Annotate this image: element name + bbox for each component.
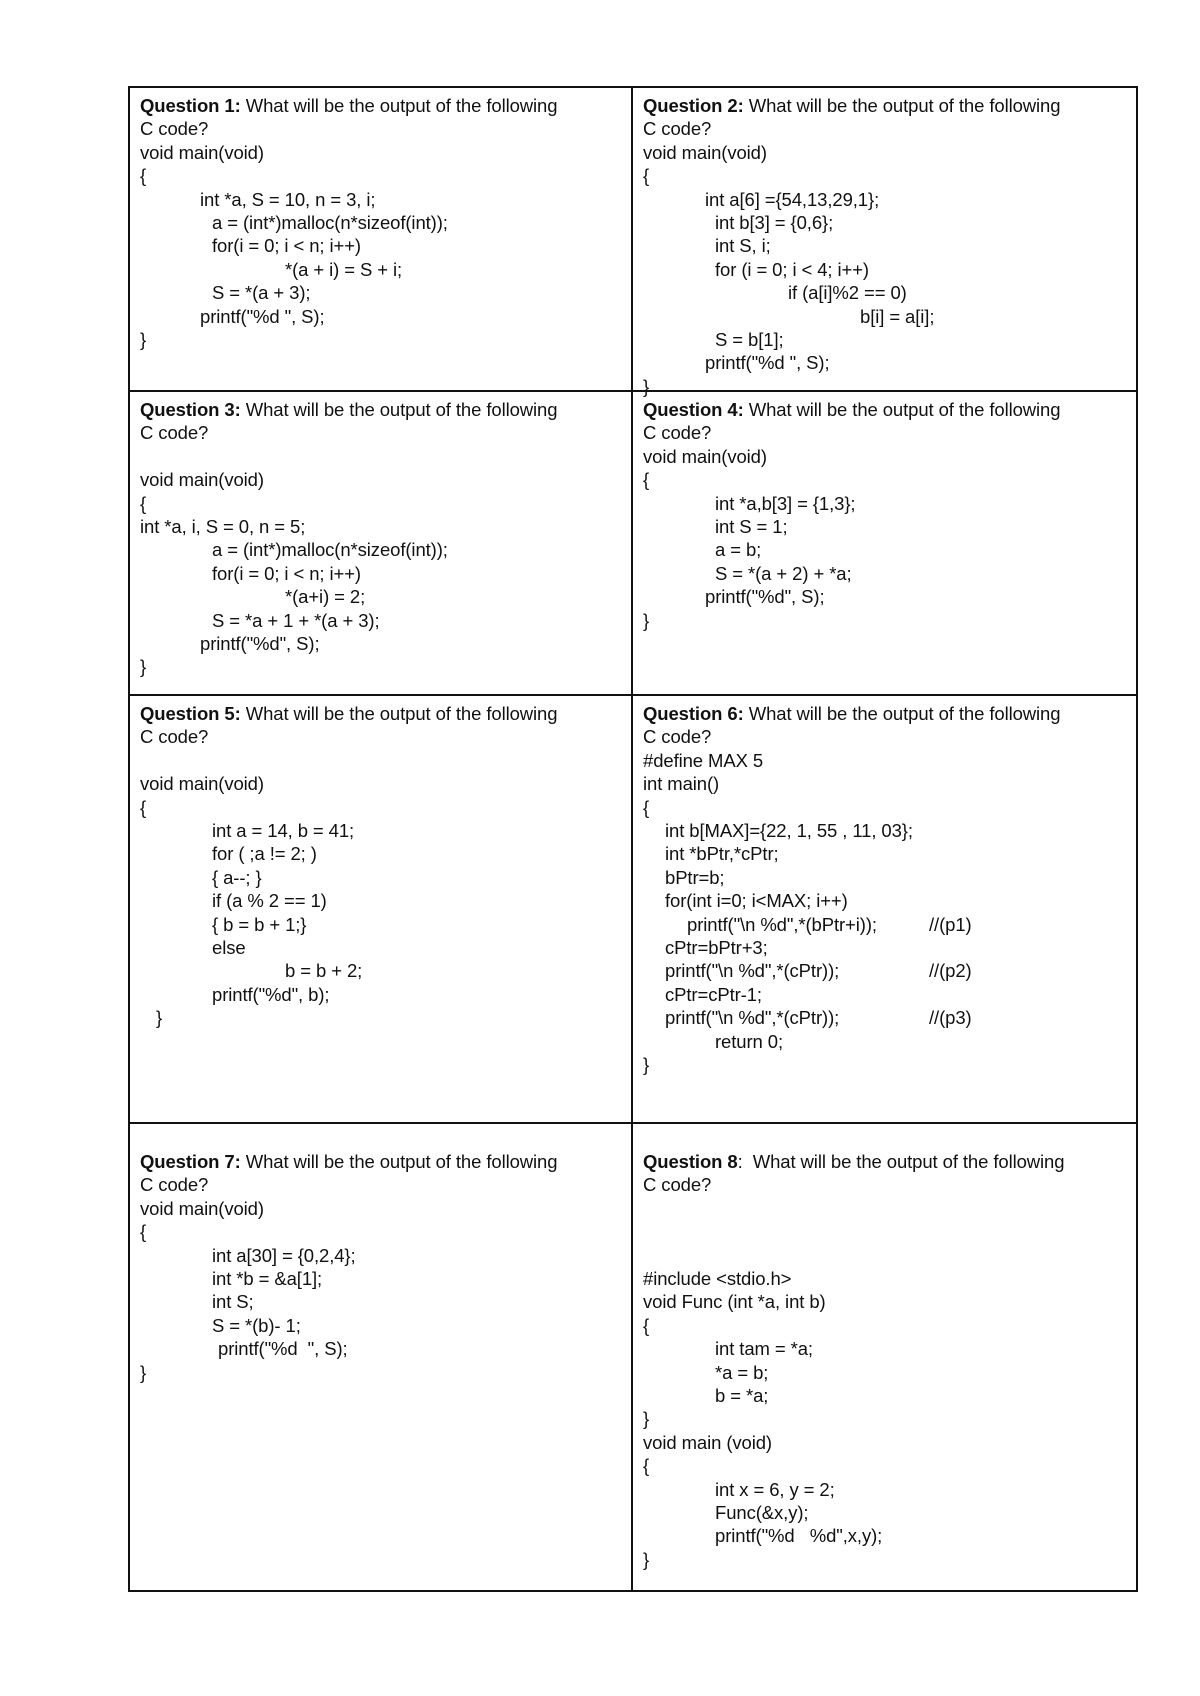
code-line: int *b = &a[1];	[212, 1268, 323, 1289]
code-line: {	[140, 492, 147, 514]
code-comment: //(p1)	[929, 913, 972, 935]
code-line: printf("%d %d",x,y);	[715, 1525, 883, 1547]
code-comment: //(p3)	[929, 1007, 972, 1029]
question-prompt-continued: C code?	[643, 118, 712, 140]
code-line: }	[643, 1548, 650, 1570]
code-line: int *a, i, S = 0, n = 5;	[140, 516, 306, 537]
question-label: Question 7:	[140, 1151, 241, 1172]
code-line: void Func (int *a, int b)	[643, 1291, 826, 1313]
question-prompt: What will be the output of the following	[743, 703, 1061, 724]
question-header-line	[140, 702, 557, 725]
code-line: {	[140, 165, 147, 187]
code-line: a = b;	[715, 539, 762, 561]
question-prompt-continued: C code?	[140, 118, 209, 140]
code-line: if (a[i]%2 == 0)	[788, 282, 907, 304]
code-line: int x = 6, y = 2;	[715, 1478, 835, 1500]
code-line: for ( ;a != 2; )	[212, 843, 317, 865]
code-line: int b[MAX]={22, 1, 55 , 11, 03};	[665, 820, 913, 841]
code-line: int a[6] ={54,13,29,1};	[705, 188, 880, 210]
question-cell-6	[632, 695, 1137, 1123]
question-label: Question 4:	[643, 399, 744, 420]
code-line: for(int i=0; i<MAX; i++)	[665, 890, 848, 912]
code-line: printf("%d ", S);	[218, 1338, 348, 1360]
question-prompt-continued: C code?	[140, 726, 209, 748]
code-line: S = *(b)- 1;	[212, 1314, 301, 1336]
question-label: Question 2:	[643, 95, 744, 116]
code-line: printf("\n %d",*(cPtr));	[665, 960, 840, 982]
question-label: Question 3:	[140, 399, 241, 420]
code-line: *(a+i) = 2;	[285, 586, 366, 608]
code-line: int *a, S = 10, n = 3, i;	[200, 188, 376, 210]
question-label: Question 6:	[643, 703, 744, 724]
question-cell-2	[632, 87, 1137, 397]
code-line: void main(void)	[140, 1197, 264, 1219]
question-header-line	[140, 1150, 557, 1173]
code-line: S = *(a + 2) + *a;	[715, 562, 852, 584]
code-line: }	[156, 1007, 163, 1029]
question-prompt: What will be the output of the following	[743, 95, 1061, 116]
code-line: printf("\n %d",*(cPtr));	[665, 1007, 840, 1029]
code-line: *a = b;	[715, 1361, 769, 1383]
code-line: return 0;	[715, 1030, 783, 1052]
code-line: {	[643, 165, 650, 187]
question-cell-3	[129, 391, 632, 695]
question-label: Question 5:	[140, 703, 241, 724]
code-line: int tam = *a;	[715, 1338, 813, 1360]
code-line: int S = 1;	[715, 516, 788, 537]
code-line: int *bPtr,*cPtr;	[665, 843, 779, 865]
code-line: a = (int*)malloc(n*sizeof(int));	[212, 212, 448, 233]
code-line: }	[643, 609, 650, 631]
code-line: a = (int*)malloc(n*sizeof(int));	[212, 539, 448, 561]
code-line: {	[140, 1221, 147, 1243]
question-label: Question 1:	[140, 95, 241, 116]
questions-table	[128, 86, 1138, 1592]
question-header-line	[643, 1150, 1064, 1173]
code-line: }	[643, 375, 650, 397]
code-line: for(i = 0; i < n; i++)	[212, 235, 361, 257]
code-line: printf("%d ", S);	[200, 305, 325, 327]
code-line: b[i] = a[i];	[860, 305, 935, 327]
question-cell-4	[632, 391, 1137, 695]
code-line: S = b[1];	[715, 329, 784, 350]
question-prompt: What will be the output of the following	[240, 703, 558, 724]
question-cell-5	[129, 695, 632, 1123]
code-comment: //(p2)	[929, 960, 972, 982]
code-line: int S, i;	[715, 235, 771, 257]
code-line: if (a % 2 == 1)	[212, 890, 327, 912]
code-line: int a[30] = {0,2,4};	[212, 1244, 356, 1266]
code-line: }	[643, 1408, 650, 1430]
code-line: S = *(a + 3);	[212, 282, 311, 304]
code-line: }	[643, 1054, 650, 1075]
code-line: printf("%d", S);	[200, 633, 320, 654]
code-line: void main(void)	[140, 469, 264, 491]
question-header-line	[643, 94, 1060, 117]
question-label: Question 8	[643, 1151, 738, 1172]
code-line: }	[140, 1361, 147, 1383]
question-cell-7	[129, 1123, 632, 1591]
code-line: { b = b + 1;}	[212, 913, 307, 935]
code-line: void main (void)	[643, 1431, 772, 1453]
code-line: else	[212, 937, 246, 958]
question-prompt: What will be the output of the following	[240, 1151, 558, 1172]
question-prompt: : What will be the output of the following	[737, 1151, 1065, 1172]
question-header-line	[643, 702, 1060, 725]
question-prompt: What will be the output of the following	[240, 399, 558, 420]
code-line: Func(&x,y);	[715, 1502, 809, 1523]
code-line: printf("\n %d",*(bPtr+i));	[687, 913, 877, 935]
code-line: printf("%d", b);	[212, 983, 330, 1005]
question-header-line	[140, 94, 557, 117]
code-line: {	[643, 1314, 650, 1336]
code-line: printf("%d ", S);	[705, 352, 830, 374]
code-line: int S;	[212, 1291, 254, 1313]
code-line: void main(void)	[140, 141, 264, 163]
code-line: void main(void)	[643, 445, 767, 467]
question-prompt: What will be the output of the following	[743, 399, 1061, 420]
code-line: { a--; }	[212, 866, 262, 888]
question-prompt-continued: C code?	[140, 422, 209, 444]
question-prompt-continued: C code?	[643, 422, 712, 444]
question-header-line	[643, 398, 1060, 421]
code-line: for (i = 0; i < 4; i++)	[715, 258, 869, 280]
code-line: void main(void)	[643, 141, 767, 163]
code-line: b = *a;	[715, 1385, 769, 1406]
question-cell-1	[129, 87, 632, 391]
code-line: #include <stdio.h>	[643, 1268, 792, 1289]
question-prompt-continued: C code?	[643, 1174, 712, 1196]
code-line: int a = 14, b = 41;	[212, 820, 355, 841]
code-line: cPtr=bPtr+3;	[665, 937, 768, 958]
code-line: {	[643, 1455, 650, 1477]
question-prompt-continued: C code?	[140, 1174, 209, 1196]
code-line: int main()	[643, 773, 720, 795]
code-line: {	[643, 796, 650, 818]
code-line: *(a + i) = S + i;	[285, 258, 403, 280]
question-header-line	[140, 398, 557, 421]
code-line: void main(void)	[140, 773, 264, 795]
code-line: }	[140, 656, 147, 678]
question-prompt-continued: C code?	[643, 726, 712, 748]
question-prompt: What will be the output of the following	[240, 95, 558, 116]
code-line: for(i = 0; i < n; i++)	[212, 562, 361, 584]
code-line: {	[140, 796, 147, 818]
code-line: int *a,b[3] = {1,3};	[715, 492, 856, 514]
code-line: int b[3] = {0,6};	[715, 212, 834, 233]
code-line: S = *a + 1 + *(a + 3);	[212, 609, 380, 631]
code-line: cPtr=cPtr-1;	[665, 983, 762, 1005]
question-cell-8	[632, 1123, 1137, 1591]
code-line: }	[140, 329, 147, 350]
code-line: bPtr=b;	[665, 866, 725, 888]
code-line: {	[643, 469, 650, 491]
code-line: b = b + 2;	[285, 960, 363, 982]
code-line: printf("%d", S);	[705, 586, 825, 608]
code-line: #define MAX 5	[643, 749, 764, 771]
